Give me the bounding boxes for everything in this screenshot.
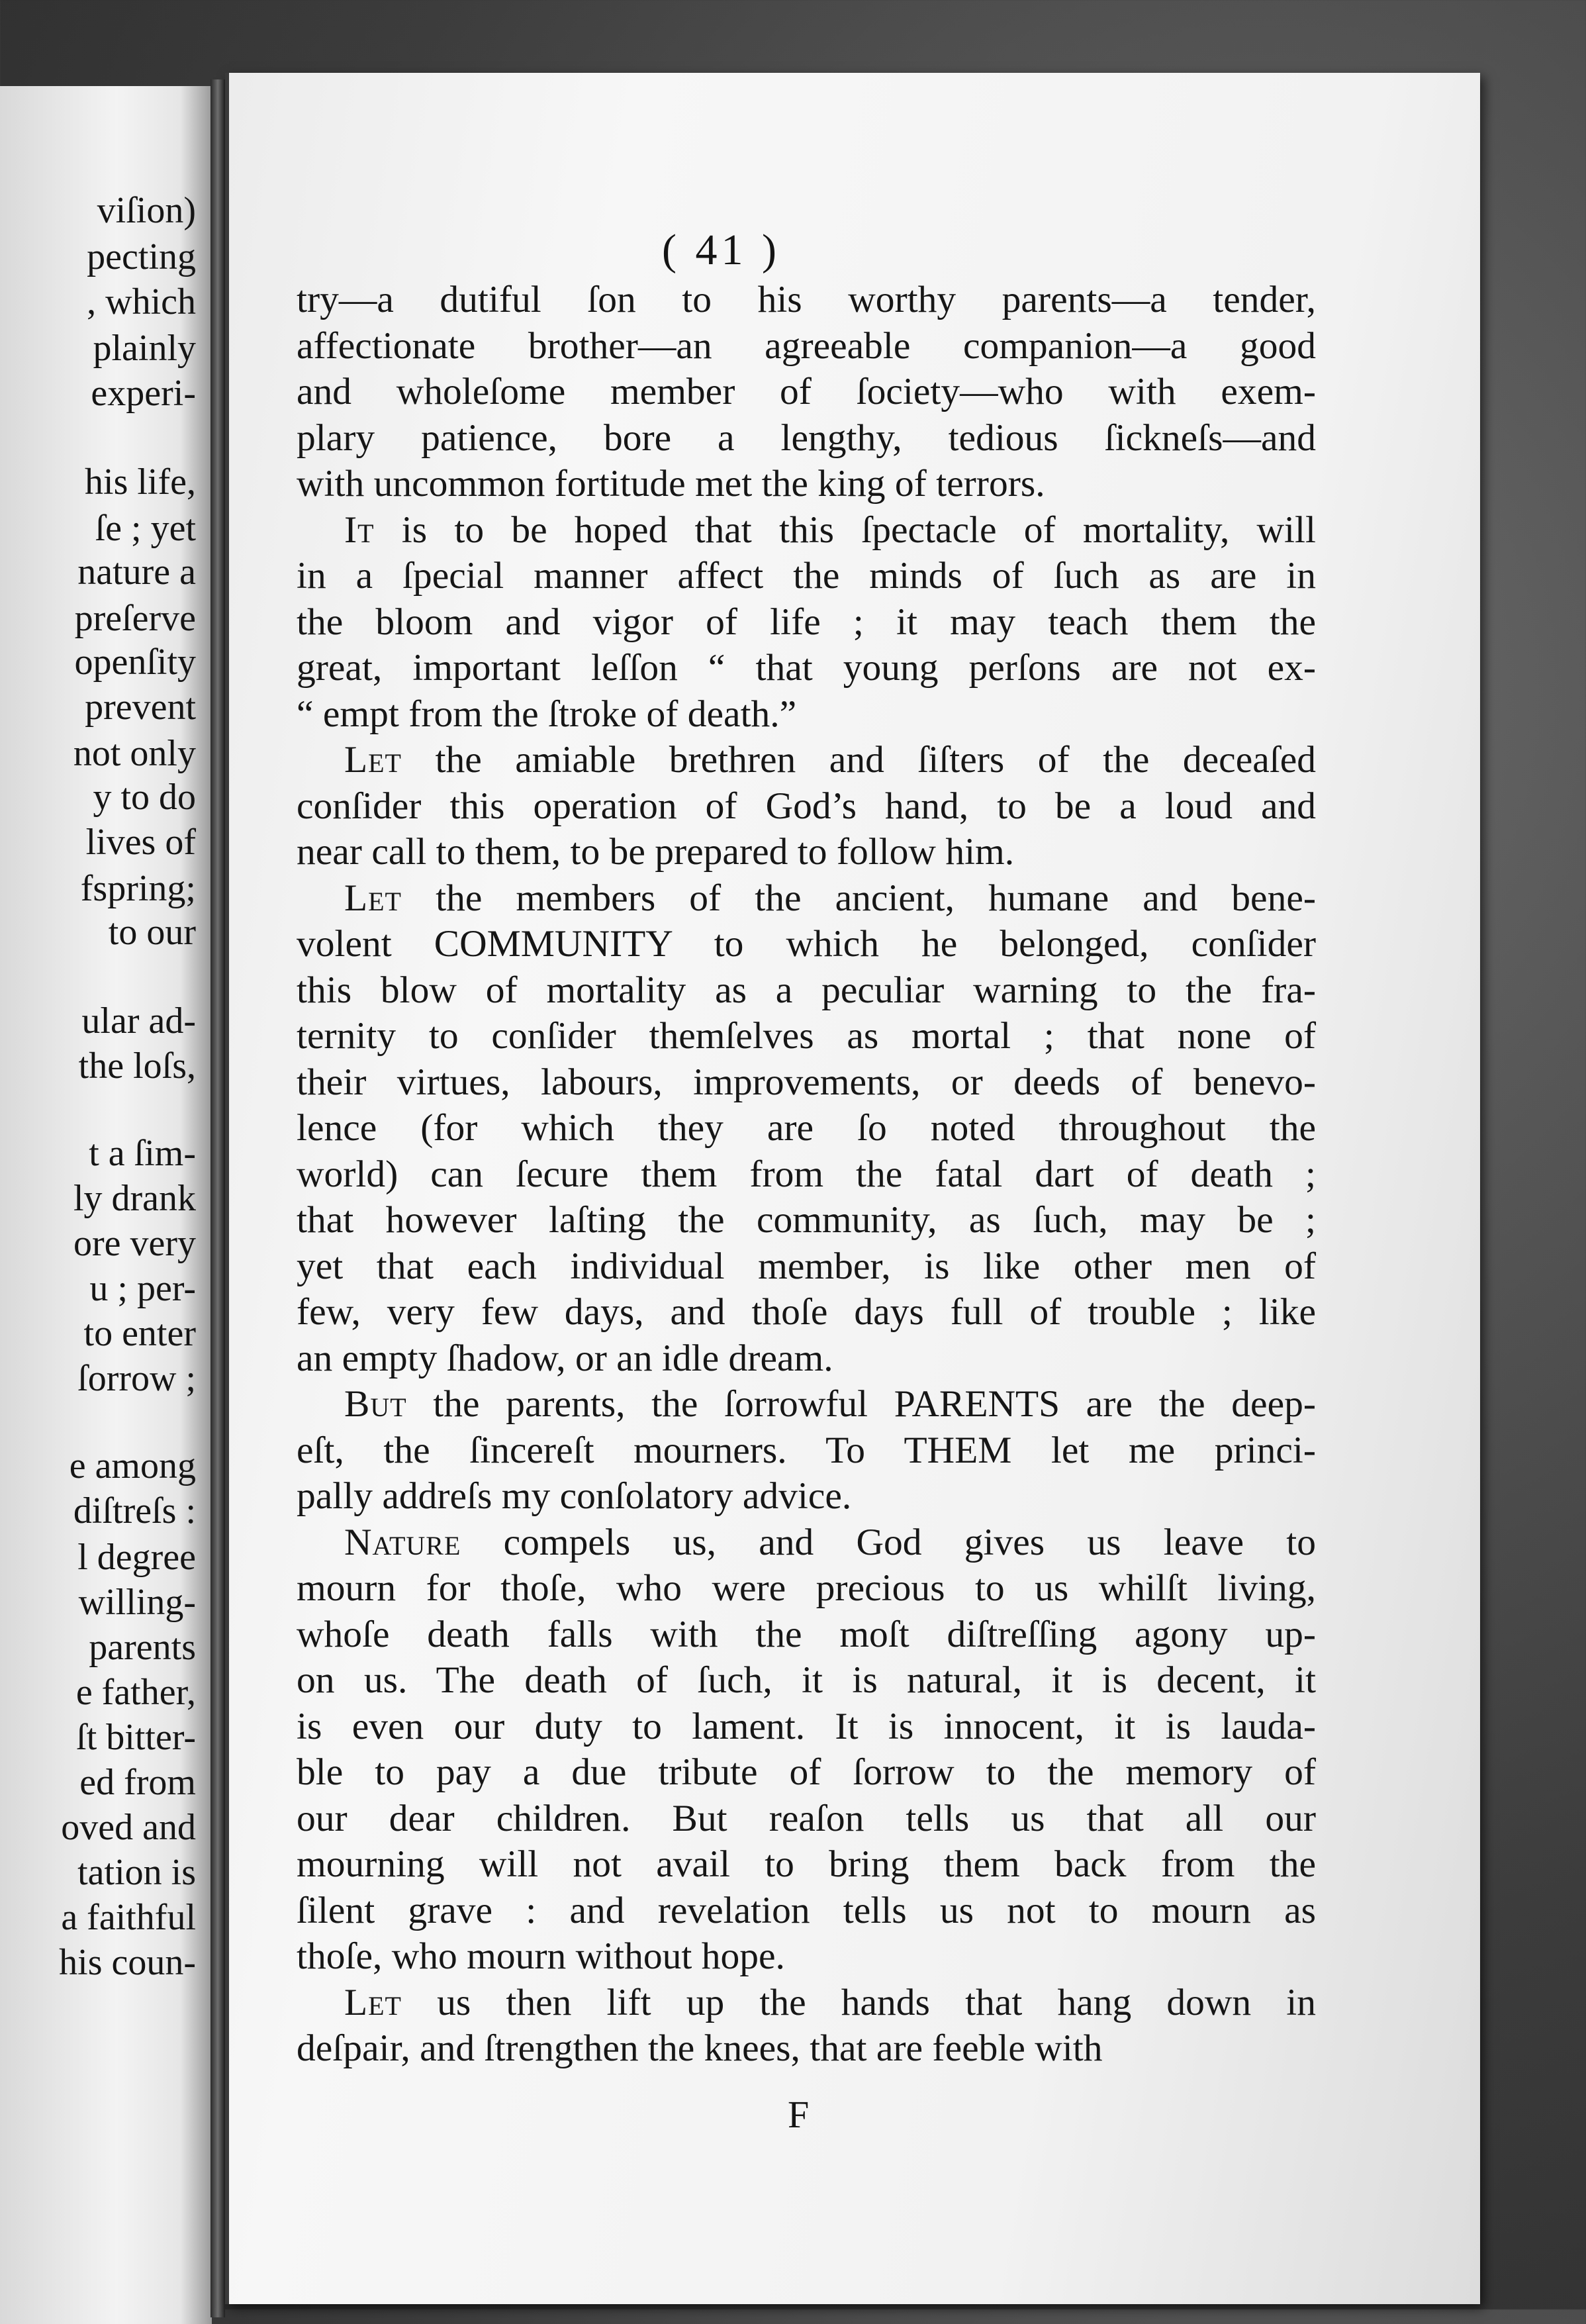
left-page-line: pecting	[87, 236, 196, 277]
text-line: affectionate brother—an agreeable companion—a good	[297, 324, 1316, 367]
text-line: volent COMMUNITY to which he belonged, conſider	[297, 923, 1316, 965]
text-line	[297, 1520, 1316, 1566]
text-line: “ empt from the ſtroke of death.”	[297, 693, 797, 735]
text-line	[297, 507, 1316, 554]
paragraph-lead-word: It	[344, 508, 375, 551]
left-page-line: willing-	[78, 1582, 196, 1623]
paragraph-lead-word: But	[344, 1383, 407, 1425]
text-line: that however laſting the community, as ſuch, may be ;	[297, 1199, 1316, 1241]
paragraph	[297, 1980, 1316, 2072]
paragraph	[297, 277, 1316, 507]
text-line: whoſe death falls with the moſt diſtreſſing agony up-	[297, 1613, 1316, 1655]
text-line: and wholeſome member of ſociety—who with exem-	[297, 371, 1316, 412]
text-line: great, important leſſon “ that young perſons are not ex-	[297, 647, 1316, 689]
left-page-line: u ; per-	[89, 1268, 196, 1309]
left-page-line: tation is	[77, 1852, 196, 1893]
text-line: our dear children. But reaſon tells us that all our	[297, 1797, 1316, 1839]
left-page-line: not only	[73, 733, 196, 774]
text-line-content: is to be hoped that this ſpectacle of mortality, will	[374, 508, 1316, 551]
text-line-content: compels us, and God gives us leave to	[461, 1521, 1316, 1563]
left-page-line: e father,	[75, 1672, 196, 1713]
left-page-line: ſorrow ;	[77, 1358, 196, 1399]
text-line-content: the parents, the ſorrowful PARENTS are the deep-	[406, 1383, 1316, 1425]
left-page-line: viſion)	[97, 190, 196, 231]
left-page-line: lives of	[85, 822, 196, 863]
text-line: plary patience, bore a lengthy, tedious ſickneſs—and	[297, 416, 1316, 459]
paragraph	[297, 875, 1316, 1382]
text-line: lence (for which they are ſo noted throughout the	[297, 1107, 1316, 1149]
left-page-line: nature a	[77, 552, 196, 593]
left-page-line: openſity	[74, 642, 196, 683]
text-line: try—a dutiful ſon to his worthy parents—a tender,	[297, 279, 1316, 320]
text-line: an empty ſhadow, or an idle dream.	[297, 1337, 833, 1379]
paragraph	[297, 1520, 1316, 1980]
left-page-line: his coun-	[59, 1942, 196, 1983]
text-line	[297, 1980, 1316, 2026]
text-line: deſpair, and ſtrengthen the knees, that are feeble with	[297, 2027, 1103, 2069]
left-page-line: a faithful	[61, 1897, 196, 1938]
text-line: near call to them, to be prepared to follow him.	[297, 831, 1015, 873]
text-line: their virtues, labours, improvements, or deeds of benevo-	[297, 1061, 1316, 1103]
text-line: pally addreſs my conſolatory advice.	[297, 1475, 852, 1517]
signature-mark: F	[788, 2093, 810, 2136]
left-page-line: prevent	[85, 687, 196, 728]
left-page-line: parents	[89, 1627, 196, 1668]
text-line-content: us then lift up the hands that hang down in	[402, 1981, 1316, 2023]
text-line: world) can ſecure them from the fatal dart of death ;	[297, 1153, 1316, 1195]
paragraph-lead-word: Let	[344, 739, 402, 781]
text-line: conſider this operation of God’s hand, to be a loud and	[297, 785, 1316, 827]
text-line: ble to pay a due tribute of ſorrow to the memory of	[297, 1751, 1316, 1793]
text-line: eſt, the ſincereſt mourners. To THEM let me princi-	[297, 1429, 1316, 1471]
text-line: is even our duty to lament. It is innocent, it is lauda-	[297, 1705, 1316, 1747]
text-line	[297, 875, 1316, 922]
left-page-line: y to do	[93, 777, 196, 818]
left-page-line: preſerve	[74, 598, 196, 639]
text-line: in a ſpecial manner affect the minds of ſuch as are in	[297, 555, 1316, 597]
left-page-fragment	[0, 86, 212, 2324]
left-page-line: his life,	[85, 461, 196, 503]
left-page-line: diſtreſs :	[73, 1490, 196, 1531]
text-line-content: the members of the ancient, humane and bene-	[402, 877, 1316, 919]
text-line-content: the amiable brethren and ſiſters of the deceaſed	[402, 739, 1316, 781]
text-line: thoſe, who mourn without hope.	[297, 1935, 785, 1977]
text-line	[297, 1381, 1316, 1428]
left-page-line: l degree	[77, 1537, 196, 1578]
paragraph-lead-word: Let	[344, 877, 402, 919]
paragraph-lead-word: Let	[344, 1981, 402, 2023]
text-line	[297, 737, 1316, 783]
left-page-line: fspring;	[80, 868, 196, 909]
left-page-line: t a ſim-	[89, 1133, 196, 1174]
left-page-line: experi-	[91, 373, 196, 414]
left-page-line: ore very	[73, 1223, 196, 1264]
left-page-line: plainly	[93, 328, 196, 369]
text-line: ternity to conſider themſelves as mortal ; that none of	[297, 1015, 1316, 1057]
left-page-line: e among	[69, 1445, 196, 1486]
text-line: on us. The death of ſuch, it is natural, it is decent, it	[297, 1659, 1316, 1701]
paragraph	[297, 507, 1316, 738]
left-page-line: oved and	[61, 1807, 196, 1848]
left-page-line: ular ad-	[81, 1000, 196, 1041]
paragraph	[297, 737, 1316, 875]
text-line: with uncommon fortitude met the king of terrors.	[297, 463, 1045, 505]
text-line: yet that each individual member, is like other men of	[297, 1245, 1316, 1287]
text-line: the bloom and vigor of life ; it may teach them the	[297, 601, 1316, 643]
left-page-line: to enter	[83, 1313, 196, 1354]
paragraph	[297, 1381, 1316, 1520]
left-page-line: to our	[108, 912, 196, 953]
text-line: mourn for thoſe, who were precious to us whilſt living,	[297, 1567, 1316, 1609]
left-page-line: ſe ; yet	[95, 508, 196, 549]
left-page-line: , which	[87, 281, 196, 322]
left-page-line: ſt bitter-	[76, 1717, 196, 1758]
paragraph-lead-word: Nature	[344, 1521, 461, 1563]
left-page-line: ly drank	[73, 1178, 196, 1219]
text-line: ſilent grave : and revelation tells us not to mourn as	[297, 1889, 1316, 1931]
left-page-line: ed from	[79, 1762, 196, 1803]
book-gutter	[210, 79, 225, 2317]
text-line: this blow of mortality as a peculiar warning to the fra-	[297, 969, 1316, 1011]
text-line: few, very few days, and thoſe days full of trouble ; like	[297, 1291, 1316, 1333]
page-number-header: ( 41 )	[662, 226, 780, 274]
text-line: mourning will not avail to bring them back from the	[297, 1843, 1316, 1885]
left-page-line: the loſs,	[78, 1045, 196, 1087]
page-body-text	[297, 277, 1316, 2072]
